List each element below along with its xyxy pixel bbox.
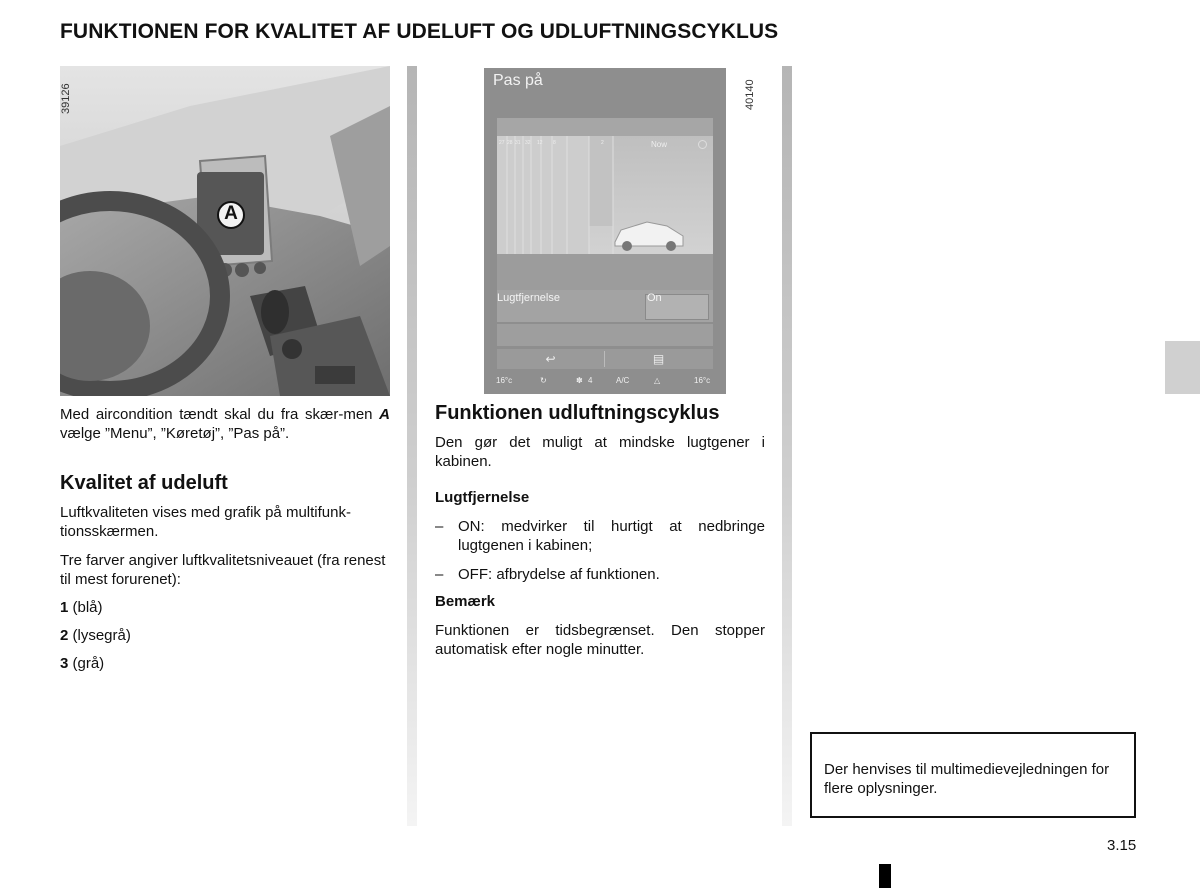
return-arrow-icon: ↩	[545, 352, 556, 366]
now-label: Now	[651, 140, 668, 149]
paragraph: Luftkvaliteten vises med grafik på multifunk-tionsskærmen.	[60, 504, 351, 540]
temp-left: 16°c	[496, 376, 513, 385]
screen-title: Pas på	[493, 72, 543, 89]
paragraph: Tre farver angiver luftkvalitetsniveauet (fra renest til mest forurenet):	[60, 552, 386, 588]
column-divider	[407, 66, 417, 826]
back-button[interactable]	[497, 349, 604, 369]
list-item: – OFF: afbrydelse af funktionen.	[435, 566, 660, 583]
page-title: FUNKTIONEN FOR KVALITET AF UDELUFT OG UDLUFTNINGSCYKLUS	[60, 20, 779, 43]
graph-tick-labels: 27 28 31 32 12 8 2	[499, 140, 604, 146]
figure-code: 39126	[60, 83, 72, 114]
auto-icon: △	[654, 376, 661, 385]
air-quality-graph	[497, 118, 713, 254]
graph-header-band	[497, 118, 713, 136]
screen-empty-row	[497, 324, 713, 346]
dashboard-illustration	[60, 66, 390, 396]
subheading-note: Bemærk	[435, 593, 496, 610]
setting-value: On	[647, 292, 662, 304]
subheading-odour: Lugtfjernelse	[435, 489, 530, 506]
list-icon: ▤	[652, 352, 665, 366]
intro-paragraph: Med aircondition tændt skal du fra skær-men A vælge ”Menu”, ”Køretøj”, ”Pas på”.	[60, 406, 390, 442]
temp-right: 16°c	[694, 376, 711, 385]
screen-empty-row	[497, 254, 713, 290]
recirculation-icon: ↻	[540, 376, 547, 385]
page-marker	[879, 864, 891, 888]
fan-icon: ✽	[576, 376, 583, 385]
section-heading-ventilation: Funktionen udluftningscyklus	[435, 402, 720, 424]
figure-code: 40140	[744, 79, 756, 110]
level-item: 3 (grå)	[60, 655, 105, 672]
chapter-tab	[1165, 341, 1200, 394]
level-item: 2 (lysegrå)	[60, 627, 131, 644]
list-item: – ON: medvirker til hurtigt at nedbringe lugtgenen i kabinen;	[435, 518, 765, 554]
callout-label-a: A	[224, 203, 238, 224]
paragraph: Den gør det muligt at mindske lugtgener i kabinen.	[435, 434, 765, 470]
multimedia-screen-illustration	[484, 68, 726, 394]
ac-label: A/C	[616, 376, 630, 385]
reference-note-box	[810, 732, 1136, 818]
reference-note-text: Der henvises til multimedievejledningen for flere oplysninger.	[824, 761, 1110, 797]
column-divider	[782, 66, 792, 826]
fan-level: 4	[588, 376, 593, 385]
paragraph: Funktionen er tidsbegrænset. Den stopper automatisk efter nogle minutter.	[435, 622, 765, 658]
menu-button[interactable]	[605, 349, 712, 369]
clock-icon	[698, 140, 707, 149]
level-item: 1 (blå)	[60, 599, 103, 616]
setting-label: Lugtfjernelse	[497, 292, 560, 304]
section-heading-outdoor-air: Kvalitet af udeluft	[60, 472, 228, 494]
page-number: 3.15	[1107, 837, 1137, 854]
